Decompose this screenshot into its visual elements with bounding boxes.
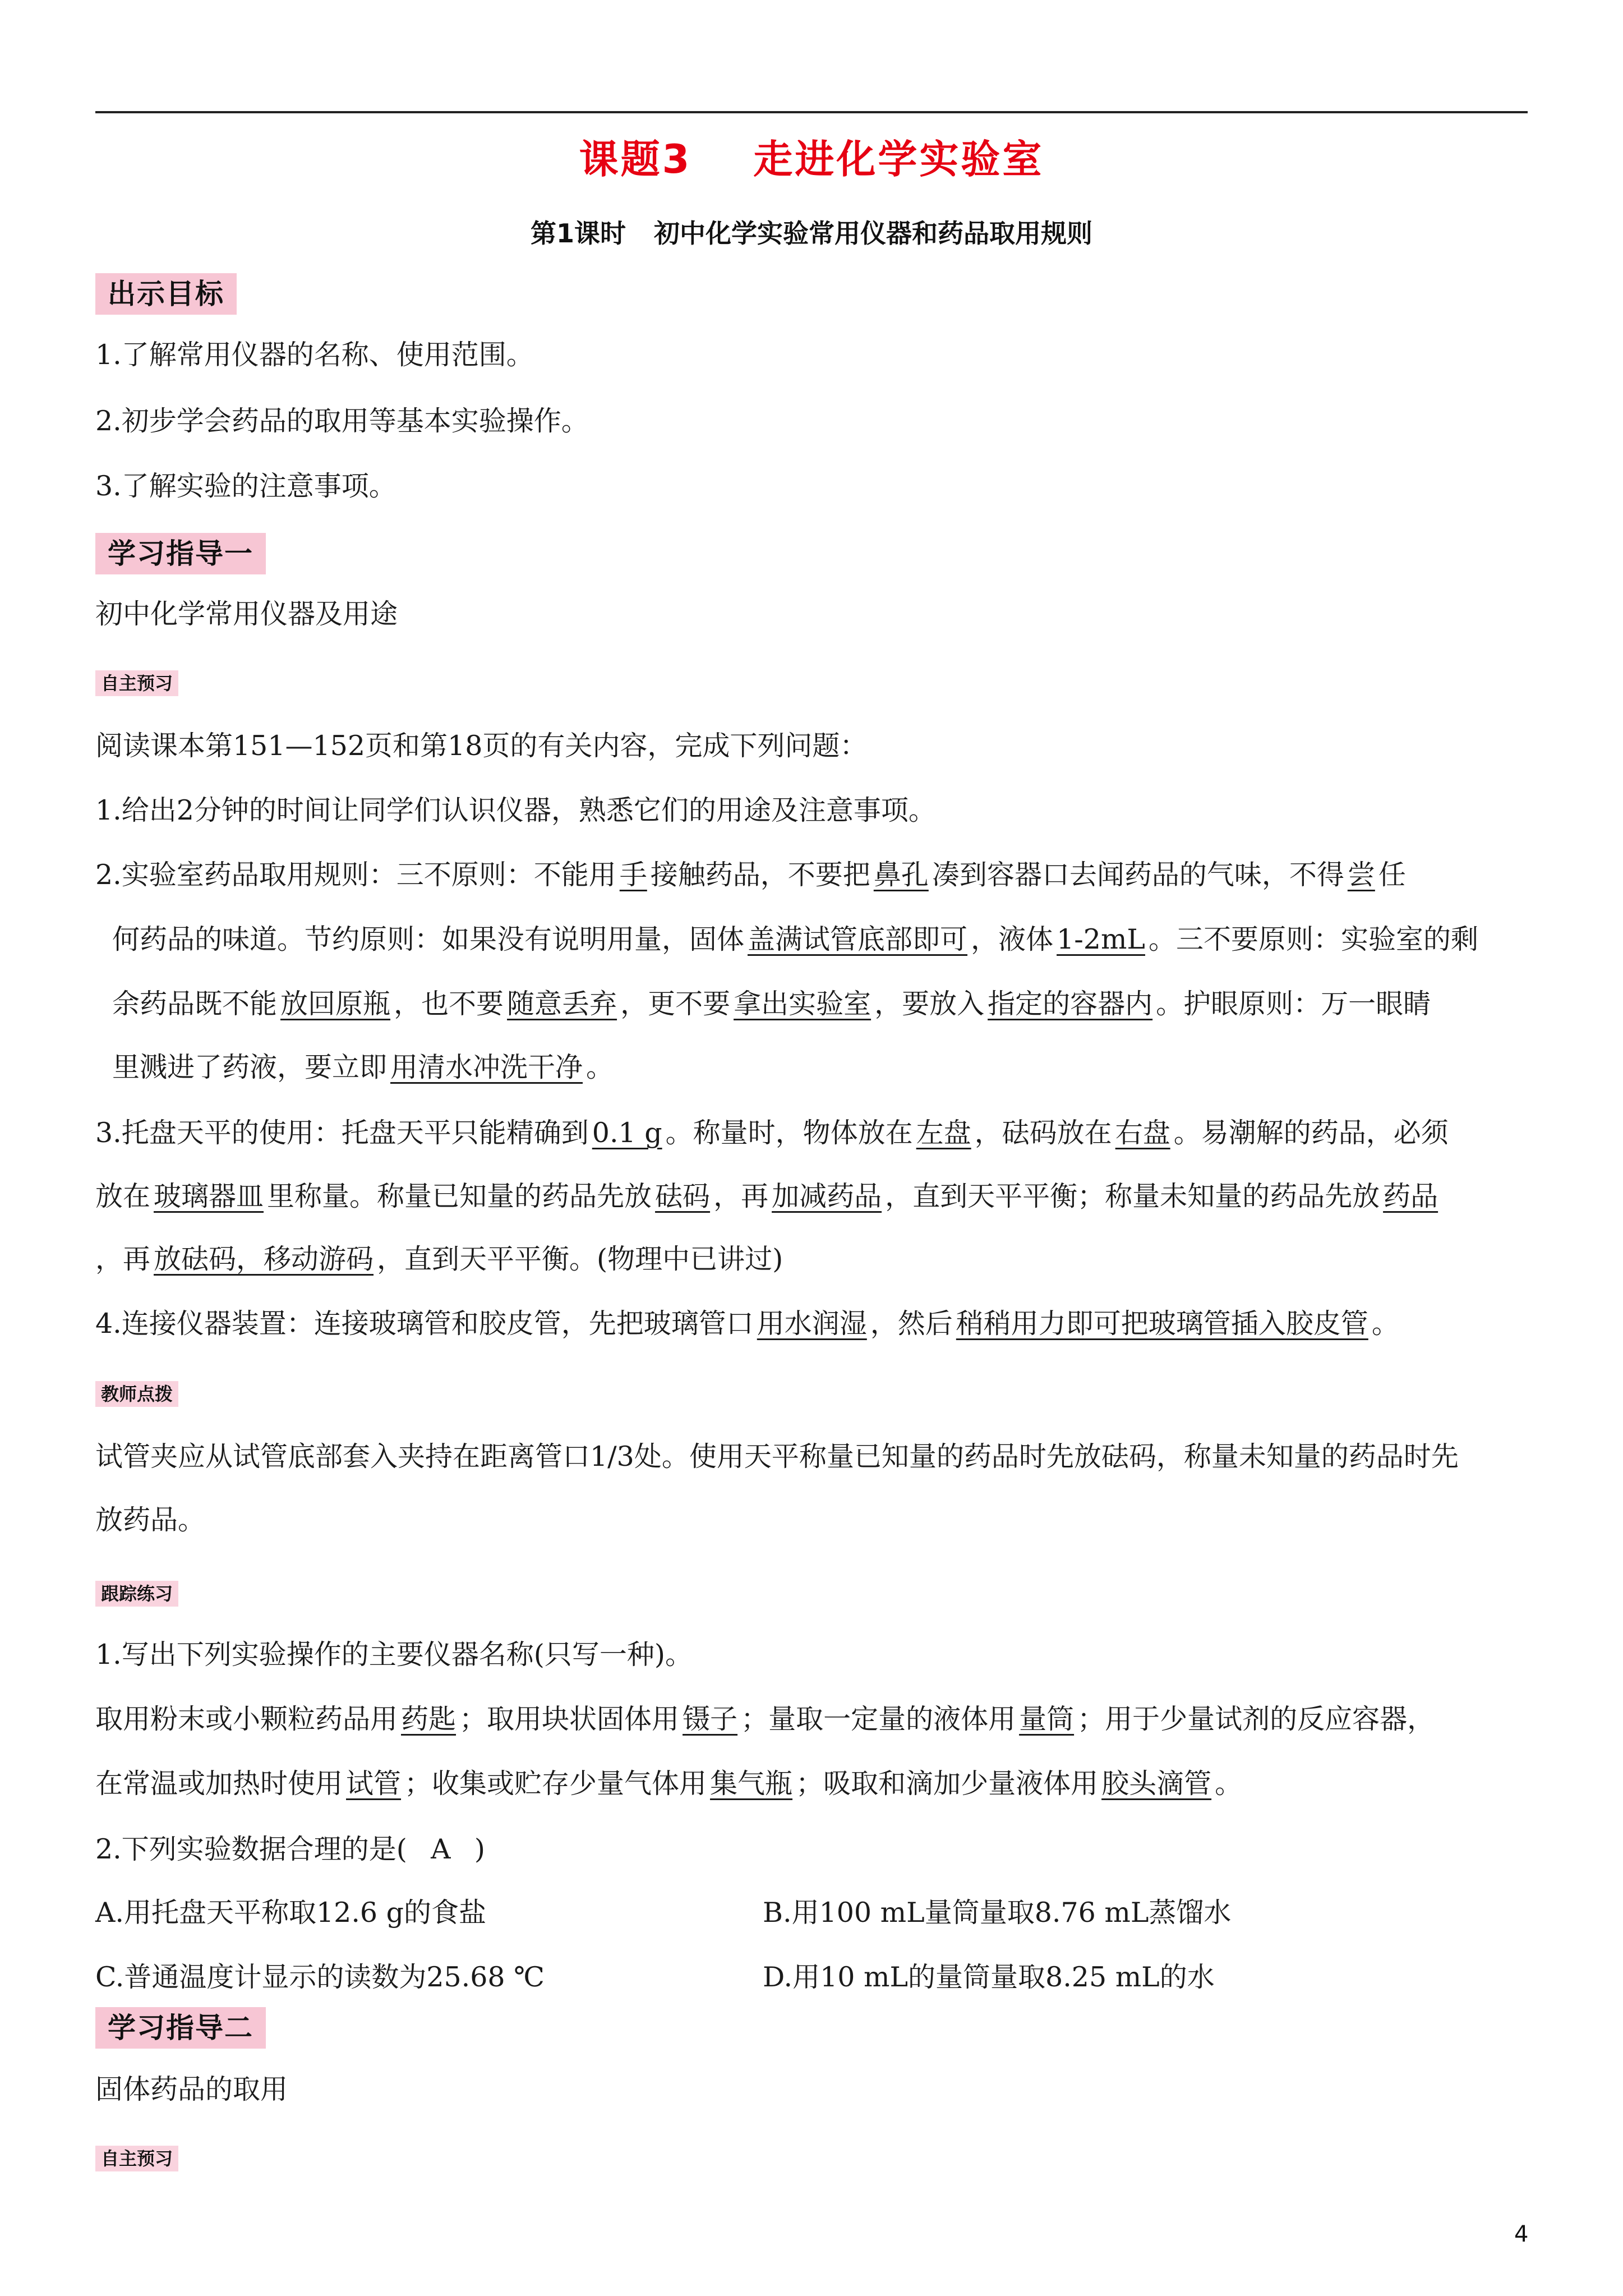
practice-tag: 跟踪练习: [95, 1581, 178, 1607]
answer-blank: 1-2mL: [1057, 923, 1145, 955]
answer-blank: 尝: [1347, 859, 1375, 891]
answer-blank: 拿出实验室: [734, 988, 872, 1020]
option-d: D.用10 mL的量筒量取8.25 mL的水: [763, 1961, 1215, 1993]
guide1-intro: 阅读课本第151—152页和第18页的有关内容，完成下列问题：: [95, 730, 868, 762]
header-rule: [95, 111, 1528, 113]
answer-blank: 随意丢弃: [507, 988, 617, 1020]
page-number: 4: [1514, 2221, 1529, 2247]
option-a: A.用托盘天平称取12.6 g的食盐: [95, 1897, 487, 1929]
practice-q1: 1.写出下列实验操作的主要仪器名称(只写一种)。: [95, 1639, 693, 1671]
answer-blank: 放回原瓶: [280, 988, 391, 1020]
title-text: 走进化学实验室: [753, 136, 1044, 182]
answer-blank: 玻璃器皿: [154, 1180, 264, 1212]
answer-blank: 稍稍用力即可把玻璃管插入胶皮管: [956, 1308, 1368, 1340]
subtitle-text: 初中化学实验常用仪器和药品取用规则: [654, 218, 1092, 249]
teacher-note-line2: 放药品。: [95, 1504, 206, 1536]
guide1-q3-line3: ，再 放砝码，移动游码 ，直到天平平衡。(物理中已讲过): [95, 1243, 783, 1275]
guide2-topic: 固体药品的取用: [95, 2073, 288, 2105]
guide1-q3-line1: 3.托盘天平的使用：托盘天平只能精确到 0.1 g 。称量时，物体放在 左盘 ，砝码放在 右盘 。易潮解的药品，必须: [95, 1117, 1449, 1149]
guide1-q2-line4: 里溅进了药液，要立即 用清水冲洗干净 。: [112, 1051, 614, 1083]
page-title: [0, 128, 1623, 185]
goal-item-3: 3.了解实验的注意事项。: [95, 470, 396, 502]
guide1-topic: 初中化学常用仪器及用途: [95, 598, 398, 630]
guide1-preview-tag: 自主预习: [95, 670, 178, 696]
answer-choice: A: [431, 1833, 451, 1865]
answer-blank: 放砝码，移动游码: [154, 1243, 374, 1275]
guide1-q2-line1: 2.实验室药品取用规则：三不原则：不能用 手 接触药品，不要把 鼻孔 凑到容器口去闻药品的气味，不得 尝 任: [95, 859, 1406, 891]
answer-blank: 用清水冲洗干净: [390, 1051, 583, 1083]
practice-q2: 2.下列实验数据合理的是( A ): [95, 1830, 1531, 1869]
answer-blank: 加减药品: [772, 1180, 882, 1212]
option-b: B.用100 mL量筒量取8.76 mL蒸馏水: [763, 1897, 1232, 1929]
options-row-1: [95, 1893, 1531, 1932]
goal-item-2: 2.初步学会药品的取用等基本实验操作。: [95, 405, 589, 437]
options-row-2: [95, 1958, 1531, 1997]
answer-blank: 试管: [346, 1768, 402, 1800]
practice-q1-line2: 在常温或加热时使用 试管 ；收集或贮存少量气体用 集气瓶 ；吸取和滴加少量液体用 胶头滴管 。: [95, 1768, 1243, 1800]
guide1-q1: 1.给出2分钟的时间让同学们认识仪器，熟悉它们的用途及注意事项。: [95, 794, 936, 826]
answer-blank: 药品: [1383, 1180, 1438, 1212]
answer-blank: 药匙: [401, 1703, 457, 1735]
answer-blank: 鼻孔: [873, 859, 929, 891]
answer-blank: 左盘: [916, 1117, 971, 1149]
teacher-tag: 教师点拨: [95, 1381, 178, 1407]
practice-q1-line1: 取用粉末或小颗粒药品用 药匙 ；取用块状固体用 镊子 ；量取一定量的液体用 量筒 ；用于少量试剂的反应容器，: [95, 1703, 1435, 1735]
answer-blank: 砝码: [655, 1180, 711, 1212]
answer-blank: 用水润湿: [757, 1308, 867, 1340]
guide1-q2-line3: 余药品既不能 放回原瓶 ，也不要 随意丢弃 ，更不要 拿出实验室 ，要放入 指定的容器内 。护眼原则：万一眼睛: [112, 988, 1431, 1020]
answer-blank: 指定的容器内: [988, 988, 1153, 1020]
page-subtitle: [0, 213, 1623, 250]
guide1-q4: 4.连接仪器装置：连接玻璃管和胶皮管，先把玻璃管口 用水润湿 ，然后 稍稍用力即可把玻璃管插入胶皮管 。: [95, 1308, 1399, 1340]
answer-blank: 盖满试管底部即可: [748, 923, 968, 955]
option-c: C.普通温度计显示的读数为25.68 ℃: [95, 1961, 545, 1993]
guide1-tag: 学习指导一: [95, 533, 266, 574]
goal-item-1: 1.了解常用仪器的名称、使用范围。: [95, 339, 534, 371]
answer-blank: 胶头滴管: [1101, 1768, 1212, 1800]
teacher-note-line1: 试管夹应从试管底部套入夹持在距离管口1/3处。使用天平称量已知量的药品时先放砝码，称量未知量的药品时先: [95, 1441, 1459, 1473]
guide2-tag: 学习指导二: [95, 2007, 266, 2049]
answer-blank: 手: [619, 859, 647, 891]
answer-blank: 0.1 g: [592, 1117, 662, 1149]
guide1-q2-line2: 何药品的味道。节约原则：如果没有说明用量，固体 盖满试管底部即可 ，液体 1-2mL 。三不要原则：实验室的剩: [112, 923, 1478, 955]
title-number: 课题3: [579, 136, 692, 182]
guide2-preview-tag: 自主预习: [95, 2146, 178, 2171]
answer-blank: 集气瓶: [710, 1768, 793, 1800]
answer-blank: 右盘: [1115, 1117, 1170, 1149]
goals-tag: 出示目标: [95, 273, 237, 315]
answer-blank: 量筒: [1019, 1703, 1075, 1735]
subtitle-lesson: 第1课时: [530, 218, 626, 249]
guide1-q3-line2: 放在 玻璃器皿 里称量。称量已知量的药品先放 砝码 ，再 加减药品 ，直到天平平衡；称量未知量的药品先放 药品: [95, 1177, 1531, 1216]
answer-blank: 镊子: [683, 1703, 738, 1735]
